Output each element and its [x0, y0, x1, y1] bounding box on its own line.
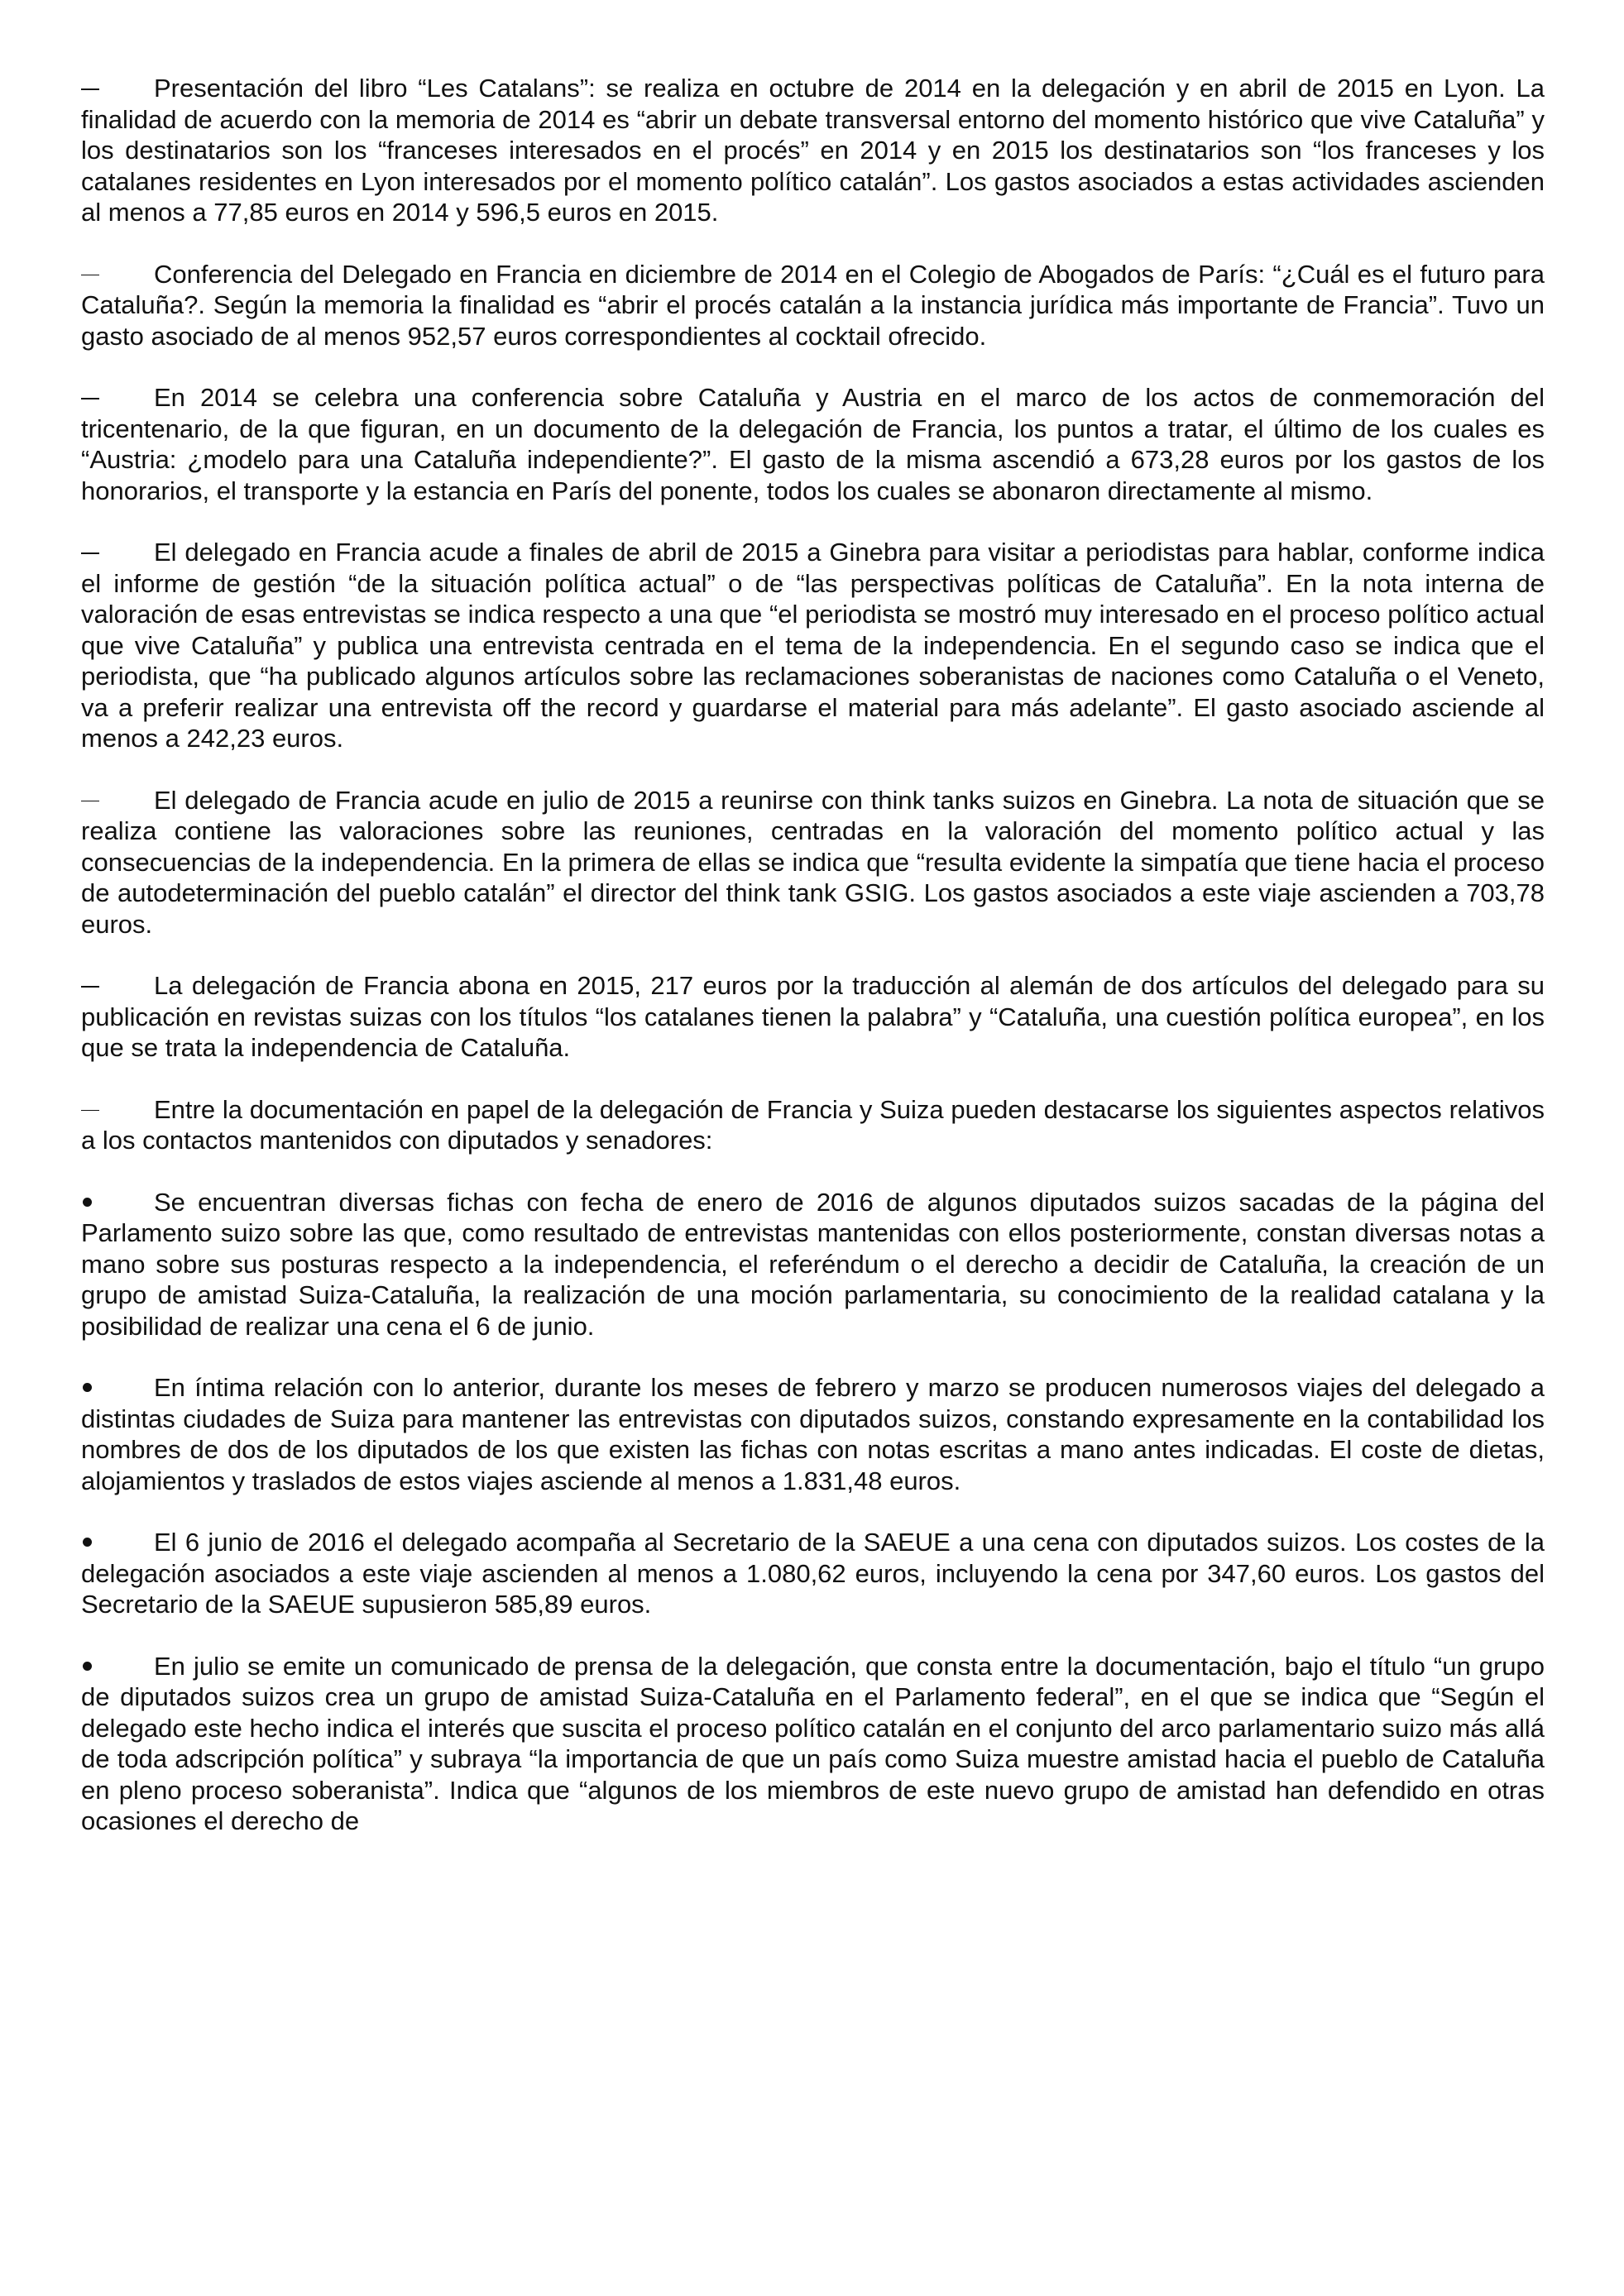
list-marker	[81, 382, 154, 414]
paragraph-text: Entre la documentación en papel de la delegación de Francia y Suiza pueden destacarse los siguientes aspectos relativos a los contactos mantenidos con diputados y senadores:	[81, 1094, 1545, 1155]
bullet-icon	[83, 1198, 92, 1207]
list-marker	[81, 970, 154, 1002]
paragraph-text: El delegado de Francia acude en julio de 2015 a reunirse con think tanks suizos en Ginebra. La nota de situación que se realiza contiene las valoraciones sobre las reuniones, centradas en la valoración del momento político actual y las consecuencias de la independencia. En la primera de ellas se indica que “resulta evidente la simpatía que tiene hacia el proceso de autodeterminación del pueblo catalán” el director del think tank GSIG. Los gastos asociados a este viaje ascienden a 703,78 euros.	[81, 785, 1545, 939]
list-marker	[81, 259, 154, 290]
bullet-icon	[83, 1538, 92, 1547]
paragraph-text: El delegado en Francia acude a finales de abril de 2015 a Ginebra para visitar a periodistas para hablar, conforme indica el informe de gestión “de la situación política actual” o de “las perspectivas políticas de Cataluña”. En la nota interna de valoración de esas entrevistas se indica respecto a una que “el periodista se mostró muy interesado en el proceso político actual que vive Cataluña” y publica una entrevista centrada en el tema de la independencia. En el segundo caso se indica que el periodista, que “ha publicado algunos artículos sobre las reclamaciones soberanistas de naciones como Cataluña o el Veneto, va a preferir realizar una entrevista off the record y guardarse el material para más adelante”. El gasto asociado asciende al menos a 242,23 euros.	[81, 538, 1545, 753]
list-marker	[81, 1187, 154, 1218]
dash-icon	[81, 398, 99, 399]
paragraph-text: Conferencia del Delegado en Francia en diciembre de 2014 en el Colegio de Abogados de París: “¿Cuál es el futuro para Cataluña?. Según la memoria la finalidad es “abrir el procés catalán a la instancia jurídica más importante de Francia”. Tuvo un gasto asociado de al menos 952,57 euros correspondientes al cocktail ofrecido.	[81, 259, 1545, 351]
paragraph-book-presentation	[81, 73, 1545, 228]
dash-icon	[81, 275, 99, 276]
paragraph-text: En julio se emite un comunicado de prensa de la delegación, que consta entre la documentación, bajo el título “un grupo de diputados suizos crea un grupo de amistad Suiza-Cataluña en el Parlamento federal”, en el que se indica que “Según el delegado este hecho indica el interés que suscita el proceso político catalán en el conjunto del arco parlamentario suizo más allá de toda adscripción política” y subraya “la importancia de que un país como Suiza muestre amistad hacia el pueblo de Cataluña en pleno proceso soberanista”. Indica que “algunos de los miembros de este nuevo grupo de amistad han defendido en otras ocasiones el derecho de	[81, 1651, 1545, 1835]
dash-icon	[81, 1110, 99, 1112]
paragraph-press-release	[81, 1651, 1545, 1837]
paragraph-text: En 2014 se celebra una conferencia sobre Cataluña y Austria en el marco de los actos de conmemoración del tricentenario, de la que figuran, en un documento de la delegación de Francia, los puntos a tratar, el último de los cuales es “Austria: ¿modelo para una Cataluña independiente?”. El gasto de la misma ascendió a 673,28 euros por los gastos de los honorarios, el transporte y la estancia en París del ponente, todos los cuales se abonaron directamente al mismo.	[81, 383, 1545, 505]
document-page	[81, 73, 1545, 1837]
paragraph-deputy-files	[81, 1187, 1545, 1342]
dash-icon	[81, 986, 99, 988]
dash-icon	[81, 88, 99, 90]
list-marker	[81, 1651, 154, 1682]
paragraph-dinner-saeue	[81, 1527, 1545, 1620]
list-marker	[81, 1094, 154, 1126]
paragraph-geneva-think-tanks	[81, 785, 1545, 940]
list-marker	[81, 73, 154, 104]
paragraph-text: El 6 junio de 2016 el delegado acompaña al Secretario de la SAEUE a una cena con diputados suizos. Los costes de la delegación asociados a este viaje ascienden al menos a 1.080,62 euros, incluyendo la cena por 347,60 euros. Los gastos del Secretario de la SAEUE supusieron 585,89 euros.	[81, 1528, 1545, 1619]
list-marker	[81, 1527, 154, 1558]
paragraph-translation	[81, 970, 1545, 1064]
bullet-icon	[83, 1662, 92, 1671]
paragraph-text: Se encuentran diversas fichas con fecha de enero de 2016 de algunos diputados suizos sacadas de la página del Parlamento suizo sobre las que, como resultado de entrevistas mantenidas con ellos posteriormente, constan diversas notas a mano sobre sus posturas respecto a la independencia, el referéndum o el derecho a decidir de Cataluña, la creación de un grupo de amistad Suiza-Cataluña, la realización de una moción parlamentaria, su conocimiento de la realidad catalana y la posibilidad de realizar una cena el 6 de junio.	[81, 1187, 1545, 1341]
list-marker	[81, 785, 154, 816]
paragraph-text: Presentación del libro “Les Catalans”: se realiza en octubre de 2014 en la delegación y en abril de 2015 en Lyon. La finalidad de acuerdo con la memoria de 2014 es “abrir un debate transversal entorno del momento histórico que vive Cataluña” y los destinatarios son los “franceses interesados en el procés” en 2014 y en 2015 los destinatarios son “los franceses y los catalanes residentes en Lyon interesados por el momento político catalán”. Los gastos asociados a estas actividades ascienden al menos a 77,85 euros en 2014 y 596,5 euros en 2015.	[81, 74, 1545, 227]
paragraph-paper-documentation	[81, 1094, 1545, 1156]
dash-icon	[81, 801, 99, 802]
paragraph-swiss-trips	[81, 1372, 1545, 1496]
dash-icon	[81, 552, 99, 554]
paragraph-text: En íntima relación con lo anterior, durante los meses de febrero y marzo se producen numerosos viajes del delegado a distintas ciudades de Suiza para mantener las entrevistas con diputados suizos, constando expresamente en la contabilidad los nombres de dos de los diputados de los que existen las fichas con notas escritas a mano antes indicadas. El coste de dietas, alojamientos y traslados de estos viajes asciende al menos a 1.831,48 euros.	[81, 1373, 1545, 1495]
bullet-icon	[83, 1383, 92, 1392]
paragraph-austria-conference	[81, 382, 1545, 506]
list-marker	[81, 1372, 154, 1404]
paragraph-text: La delegación de Francia abona en 2015, 217 euros por la traducción al alemán de dos artículos del delegado para su publicación en revistas suizas con los títulos “los catalanes tienen la palabra” y “Cataluña, una cuestión política europea”, en los que se trata la independencia de Cataluña.	[81, 971, 1545, 1062]
paragraph-paris-conference	[81, 259, 1545, 352]
paragraph-geneva-journalists	[81, 537, 1545, 754]
list-marker	[81, 537, 154, 568]
